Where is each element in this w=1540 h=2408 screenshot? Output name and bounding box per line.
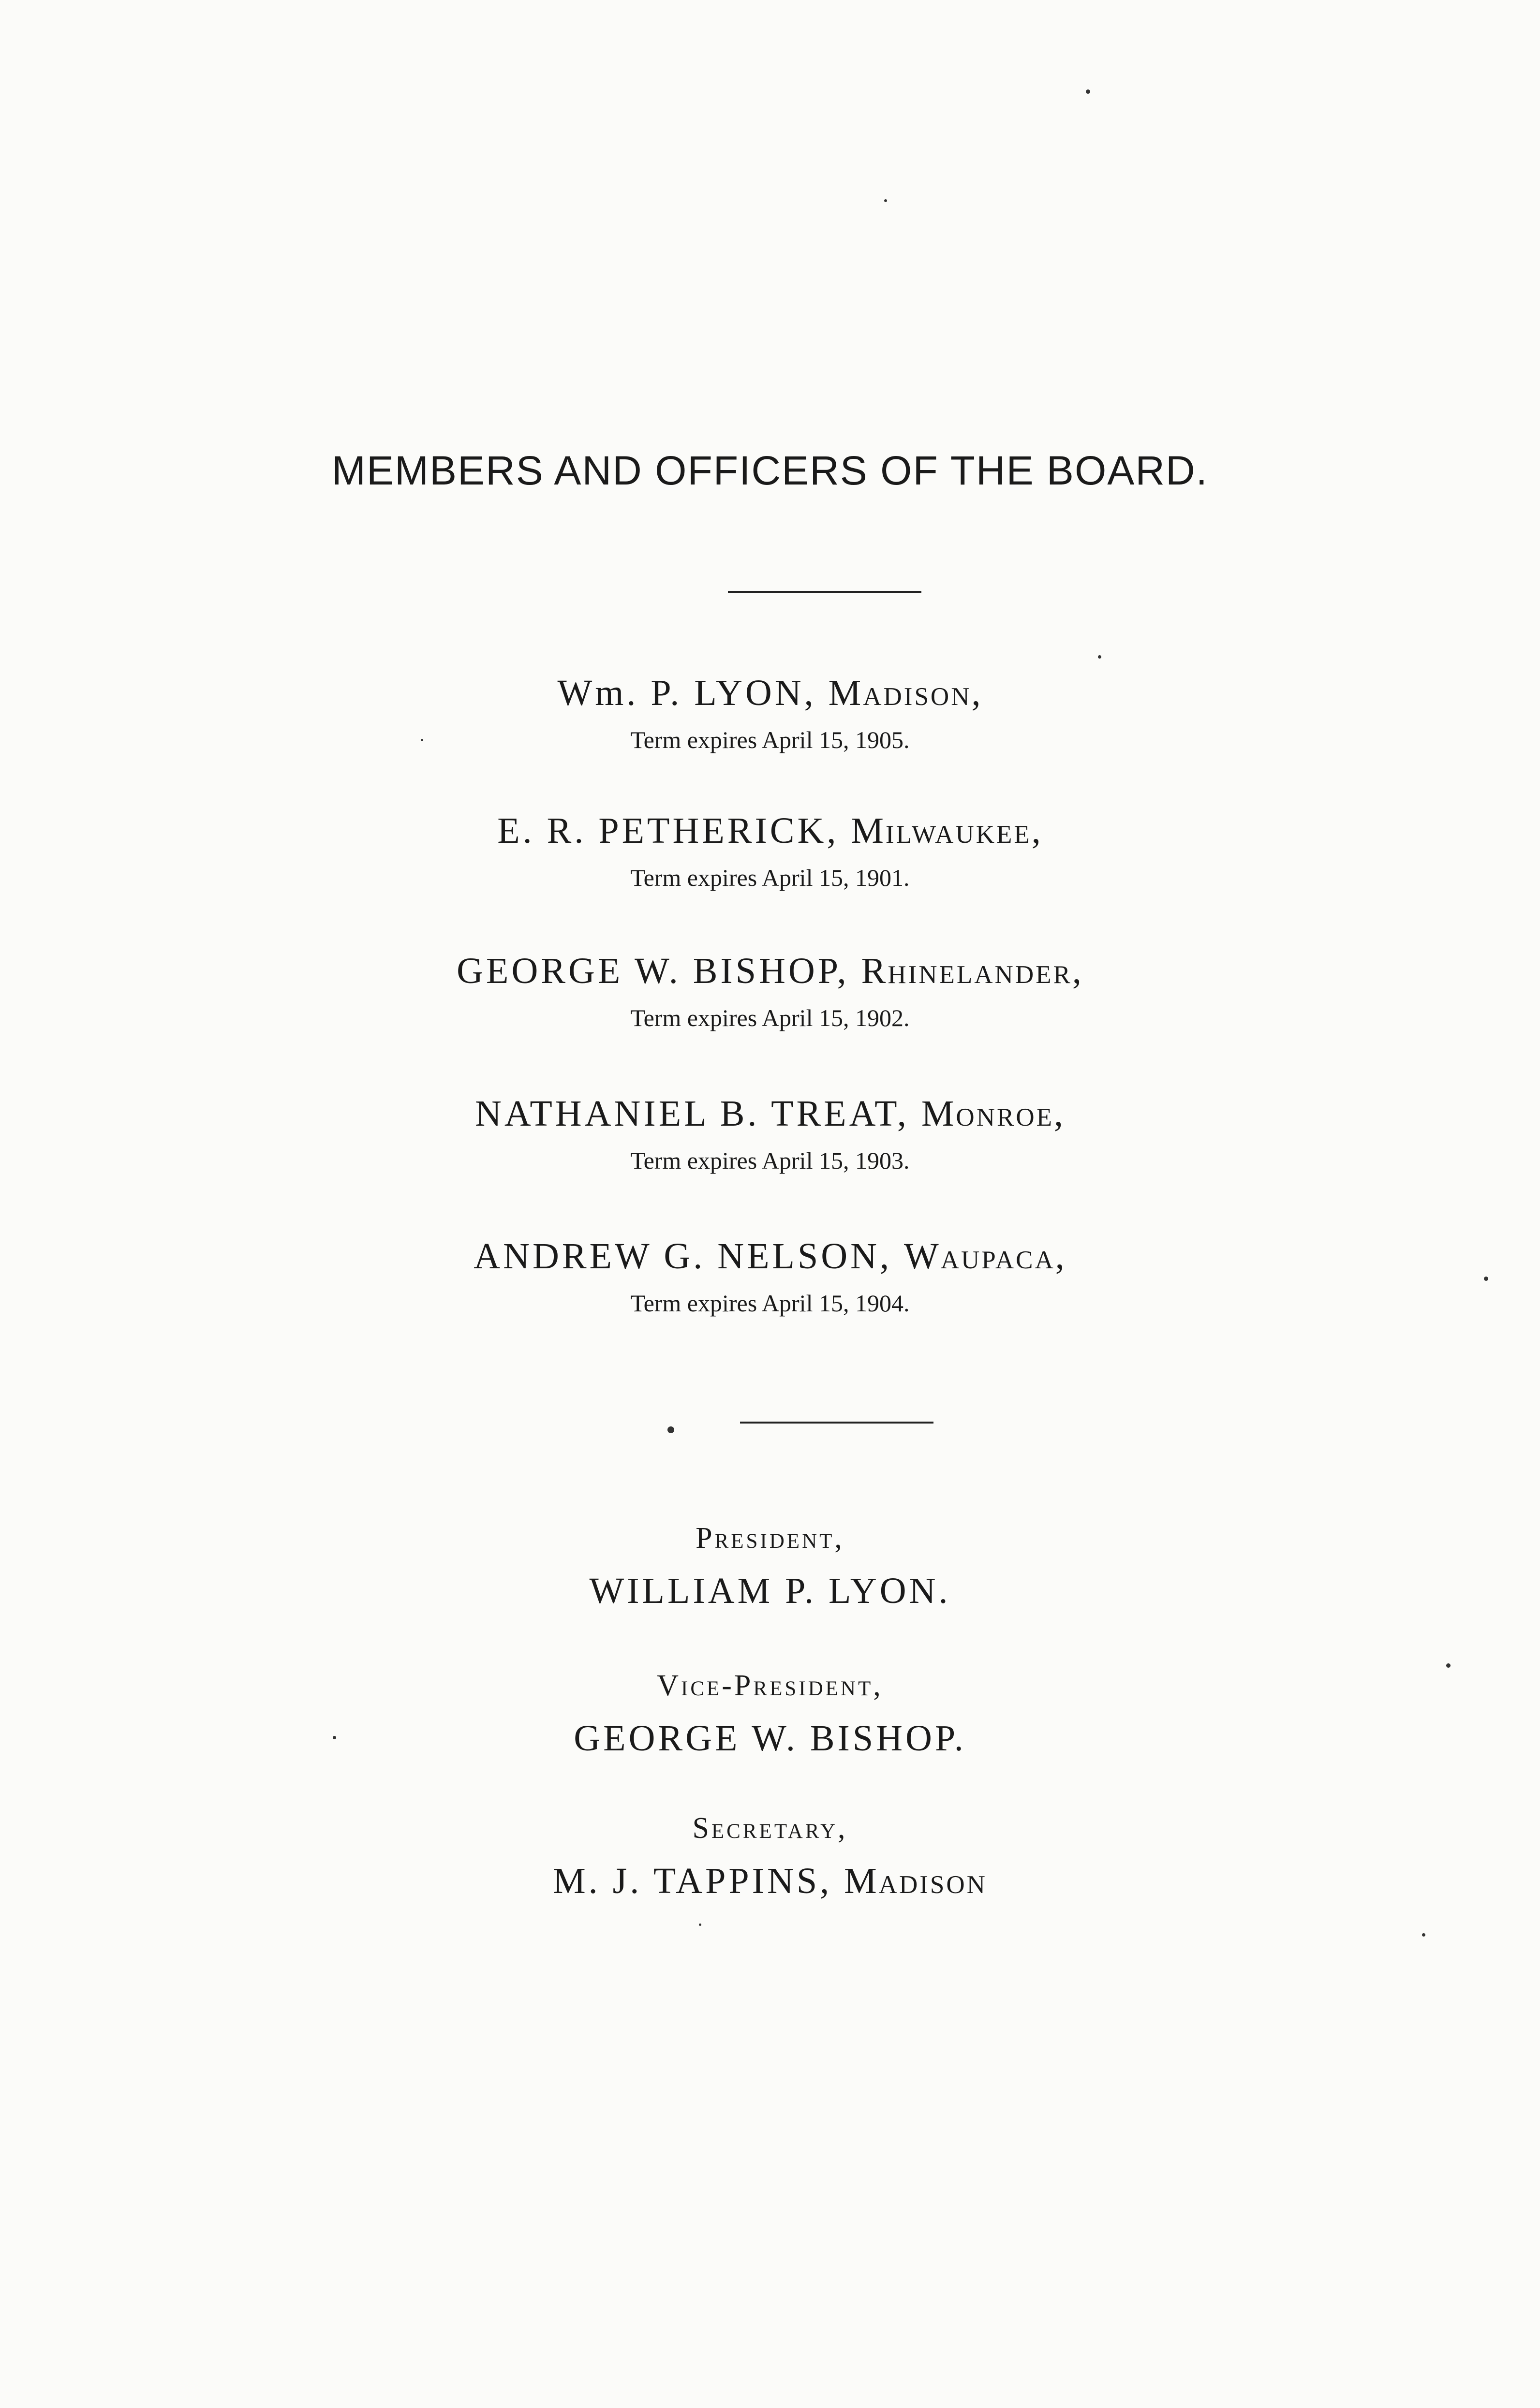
member-term: Term expires April 15, 1903. bbox=[630, 1147, 910, 1174]
member-name: ANDREW G. NELSON, bbox=[474, 1236, 892, 1277]
member-name-line bbox=[0, 1095, 1540, 1132]
member-name: GEORGE W. BISHOP, bbox=[457, 951, 849, 991]
member-term: Term expires April 15, 1904. bbox=[630, 1290, 910, 1317]
member-name: NATHANIEL B. TREAT, bbox=[474, 1093, 909, 1134]
scan-speck bbox=[1484, 1277, 1488, 1281]
officer-name-line bbox=[0, 1720, 1540, 1757]
member-name-line bbox=[0, 1238, 1540, 1275]
officer-entry bbox=[0, 1523, 1540, 1609]
scan-speck bbox=[421, 739, 423, 741]
officer-name: GEORGE W. BISHOP. bbox=[574, 1718, 966, 1759]
scan-speck bbox=[699, 1923, 701, 1926]
member-name: E. R. PETHERICK, bbox=[497, 810, 839, 851]
officer-name: WILLIAM P. LYON. bbox=[589, 1571, 951, 1611]
member-name-line bbox=[0, 675, 1540, 711]
divider-bottom bbox=[740, 1422, 933, 1424]
member-entry bbox=[0, 1095, 1540, 1173]
member-entry bbox=[0, 812, 1540, 890]
scan-speck bbox=[667, 1426, 674, 1433]
officer-name-line bbox=[0, 1863, 1540, 1899]
member-term: Term expires April 15, 1902. bbox=[630, 1004, 910, 1031]
scan-speck bbox=[1422, 1933, 1425, 1937]
member-place: Rhinelander, bbox=[861, 951, 1083, 991]
scan-speck bbox=[1098, 655, 1101, 659]
member-entry bbox=[0, 1238, 1540, 1315]
member-place: Madison, bbox=[828, 673, 983, 713]
officer-role: President, bbox=[696, 1522, 844, 1555]
member-name: Wm. P. LYON, bbox=[557, 673, 816, 713]
officer-entry bbox=[0, 1671, 1540, 1757]
page-title: MEMBERS AND OFFICERS OF THE BOARD. bbox=[332, 448, 1208, 493]
member-name-line bbox=[0, 812, 1540, 849]
scan-speck bbox=[884, 199, 887, 202]
member-place: Waupaca, bbox=[904, 1236, 1066, 1277]
officer-role: Secretary, bbox=[692, 1812, 848, 1845]
scan-speck bbox=[1086, 89, 1090, 94]
member-name-line bbox=[0, 953, 1540, 989]
member-place: Monroe, bbox=[921, 1093, 1065, 1134]
member-entry bbox=[0, 953, 1540, 1030]
divider-top bbox=[728, 591, 921, 593]
member-entry bbox=[0, 675, 1540, 752]
officer-place: Madison bbox=[844, 1861, 987, 1901]
member-term: Term expires April 15, 1901. bbox=[630, 864, 910, 891]
member-term: Term expires April 15, 1905. bbox=[630, 726, 910, 753]
officer-name-line bbox=[0, 1572, 1540, 1609]
officer-name: M. J. TAPPINS, bbox=[553, 1861, 832, 1901]
scan-speck bbox=[333, 1736, 336, 1739]
officer-role: Vice-President, bbox=[657, 1669, 883, 1702]
member-place: Milwaukee, bbox=[851, 810, 1043, 851]
scan-speck bbox=[1446, 1663, 1451, 1668]
officer-entry bbox=[0, 1813, 1540, 1899]
